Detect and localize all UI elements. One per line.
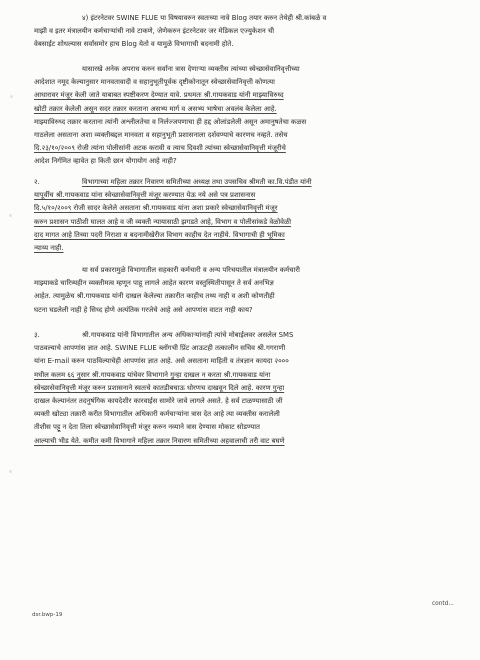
text-line: पाठवल्याचे आपणांस ज्ञात आहे. SWINE FLUE ब्लॉगची प्रिंट आऊटही तत्कालीन सचिव श्री.गगराणी bbox=[34, 344, 286, 353]
text-line: न्याय्य नाही. bbox=[34, 243, 64, 252]
text-line: वेबसाईट शोधल्यास सर्वांसमोर हाच Blog येतो व यामुळे विभागाची बदनामी होते. bbox=[34, 40, 234, 49]
text-line: यासारखे अनेक अपराध करुन सर्वांना त्रास देणाऱ्या व्यक्तीस त्यांच्या स्वेच्छासेवानिवृत्तीच्या bbox=[82, 65, 300, 73]
text-line: दाखल केल्यानंतर तदनुषंगिक कायदेशीर कारवाईस सामोरे जावे लागले असते. हे सर्व टाळण्यासाठी जी bbox=[34, 396, 283, 405]
text-line: यापूर्वीच श्री.गायकवाड यांना स्वेच्छासेवानिवृत्ती मंजूर करण्यात येऊ नये असे पत्र प्रशासनास bbox=[34, 191, 256, 200]
text-line: आदेश निर्गमित व्हावेत हा किती छान योगायोग आहे नाही? bbox=[34, 157, 177, 166]
text-line: दि.२३/१०/२००९ रोजी त्यांना पोलीसांनी अटक करावी व त्याच दिवशी त्यांच्या स्वेच्छासेवानिवृत्ती मंजूरीचे bbox=[34, 144, 286, 153]
text-line: व्यक्ती खोट्या तक्रारी करीत विभागातील अधिकारी कर्मचाऱ्यांना त्रास देत आहे त्या व्यक्तीस करालेली bbox=[34, 410, 280, 419]
text-line: ४) इंटरनेटवर SWINE FLUE या विषयावरुन स्वतःच्या नावे Blog तयार करुन तेथेही श्री.कांबळे व bbox=[82, 14, 327, 22]
text-line: गाठलेला असताना अशा व्यक्तीबद्दल मानवता व सहानुभूती प्रशासनाला दर्शवण्याचे कारणच नव्हते. तसेच bbox=[34, 130, 288, 139]
text-line: खोटी तक्रार केलेली असून सदर तक्रार करताना असभ्य मार्ग व असभ्य भाषेचा अवलंब केलेला आहे. bbox=[34, 104, 277, 113]
paragraph-b bbox=[0, 264, 480, 317]
text-line: दाद मागत आहे तिच्या पदरी निराशा व बदनामीखेरीज विभाग काहीच देत नाहीये. विभागाची ही भूमिका bbox=[34, 230, 285, 239]
text-line: आहेत. त्यामुळेच श्री.गायकवाड यांनी दाखल केलेल्या तक्रारीत काहीच तथ्य नाही व अशी कोणतीही bbox=[34, 292, 275, 301]
text-line: माझ्याकडे चारित्र्यहीन व्यक्तीमत्व म्हणून पाहू लागले आहेत कारण वस्तुस्थितीपासून ते सर्व अनभिज्ञ bbox=[34, 279, 274, 288]
text-line: माझी व इतर मंत्रालयीन कर्मचाऱ्यांची नावे टाकणे, जेणेकरुन इंटरनेटवर जर मेडिकल एज्युकेशन ची bbox=[34, 27, 275, 36]
document-reference: dsr.bwp-19 bbox=[32, 612, 63, 618]
scan-hole-mark bbox=[9, 470, 12, 473]
text-line: यांना E-mail करुन पाठविल्याचेही आपणांस ज्ञात आहे. असे असताना माहिती व तंत्रज्ञान कायदा २००० bbox=[34, 357, 289, 366]
text-line: माझ्याविरुध्द तक्रार करताना त्यांनी अश्लीलतेचा व निर्लज्जपणाचा ही हद्द ओलांडलेली असून अमानुषतेचा कळस bbox=[34, 117, 307, 126]
text-line: दि.५/१०/२००९ रोजी सादर केलेले असताना श्री.गायकवाड यांना अशा प्रकारे स्वेच्छासेवानिवृत्ती मंजूर bbox=[34, 204, 278, 213]
paragraph-4 bbox=[0, 12, 480, 52]
text-line: २. विभागाच्या महिला तक्रार निवारण समितीच्या अध्यक्ष तथा उपसचिव श्रीमती का.वि.पंडीत यांनी bbox=[0, 176, 480, 189]
text-line: स्वेच्छासेवानिवृत्ती मंजूर करुन प्रशासनाने स्वतःचे कातडीबचाऊ धोरणच दाखवून दिले आहे. कारण गुन्हा bbox=[34, 383, 285, 392]
text-line: ३. श्री.गायकवाड यांनी विभागातील अन्य अधिकाऱ्यांनाही त्यांचे मोबाईलवर असलेल SMS bbox=[0, 329, 480, 342]
text-line: घटना घडलेली नाही हे सिध्द होणे अत्यंतिक गरजेचे आहे असे आपणांस वाटत नाही काय? bbox=[34, 305, 253, 314]
text-line: आदेशात नमूद केल्यानुसार मानवतावादी व सहानुभूतीपूर्वक दृष्टीकोनातून स्वेच्छासेवानिवृत्ती कोणत्या bbox=[34, 78, 275, 87]
text-line: तीशीस पट्टू न देता तिला स्वेच्छासेवानिवृत्ती मंजूर करुन नव्याने त्रास देण्यास मोकाट सोडण्यात bbox=[34, 423, 260, 432]
text-line: आल्याची भीड येते. कमीत कमी विभागाने महिला तक्रार निवारण समितीच्या अहवालाची तरी वाट बघणे bbox=[34, 436, 285, 445]
text-line: या सर्व प्रकारामुळे विभागातील सहकारी कर्मचारी व अन्य परिचयातील मंत्रालयीन कर्मचारी bbox=[82, 266, 300, 274]
paragraph-number: ३. bbox=[34, 331, 40, 339]
text-line: करुन प्रशासन पाठीशी घालत आहे व जी व्यक्ती न्यायासाठी झगडते आहे, विभाग व पोलीसांकडे वेळोवेळी bbox=[34, 217, 292, 226]
paragraph-number: २. bbox=[34, 178, 40, 186]
text-line: मधील कलम ६६ नुसार श्री.गायकवाड यांचेवर विभागाने गुन्हा दाखल न करता श्री.गायकवाड यांना bbox=[34, 370, 271, 379]
text-line: आधारावर मंजूर केली जाते याबाबत स्पष्टीकरण देण्यात यावे. प्रथमतः श्री.गायकवाड यांनी माझ्याविरुध्द bbox=[34, 91, 284, 100]
paragraph-2 bbox=[0, 176, 480, 255]
paragraph-3 bbox=[0, 329, 480, 448]
continued-note: contd... bbox=[432, 601, 454, 607]
paragraph-main bbox=[0, 63, 480, 169]
